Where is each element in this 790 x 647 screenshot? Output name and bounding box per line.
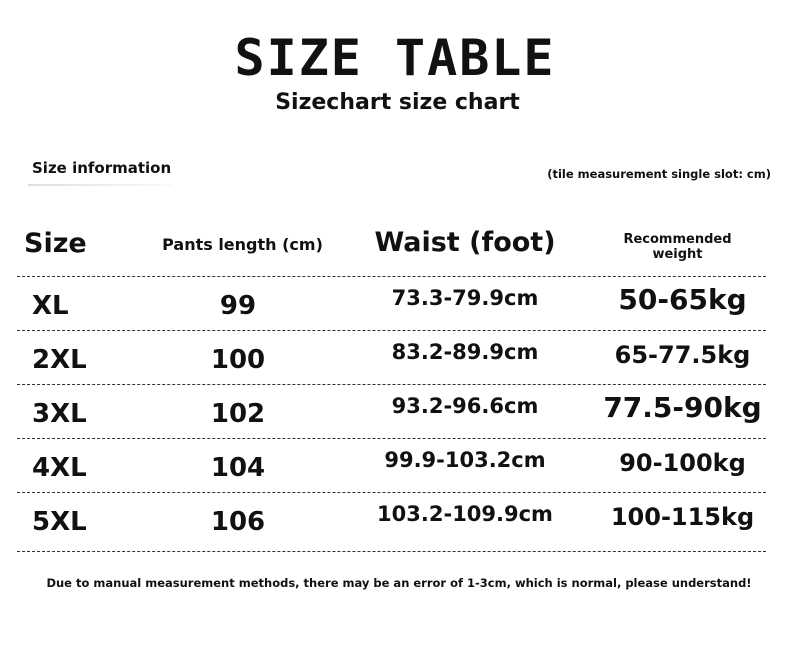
cell-size: 3XL [32,399,87,429]
cell-size: 5XL [32,507,87,537]
cell-size: XL [32,291,69,321]
page-subtitle: Sizechart size chart [275,90,520,115]
cell-size: 2XL [32,345,87,375]
cell-recommended-weight: 100-115kg [610,503,755,531]
cell-waist: 83.2-89.9cm [391,340,539,364]
table-divider [17,551,766,552]
cell-recommended-weight: 90-100kg [619,449,746,477]
cell-size: 4XL [32,453,87,483]
column-header-recommended-weight: Recommended weight [623,232,732,262]
cell-pants-length: 104 [210,453,266,483]
table-row [0,493,790,547]
column-header-size: Size [24,228,87,259]
cell-recommended-weight: 50-65kg [618,283,747,316]
cell-pants-length: 99 [219,291,257,321]
cell-waist: 93.2-96.6cm [391,394,539,418]
unit-note: (tile measurement single slot: cm) [547,167,771,181]
page-title: SIZE TABLE [234,29,556,87]
table-row [0,331,790,385]
table-row [0,277,790,331]
cell-waist: 73.3-79.9cm [391,286,539,310]
cell-recommended-weight: 65-77.5kg [614,341,751,369]
table-row [0,439,790,493]
table-row [0,385,790,439]
cell-pants-length: 106 [210,507,266,537]
measurement-disclaimer: Due to manual measurement methods, there may be an error of 1-3cm, which is normal, please understand! [46,576,752,590]
size-information-underline [28,184,173,186]
column-header-pants-length: Pants length (cm) [162,235,323,254]
size-information-label: Size information [32,159,172,177]
cell-pants-length: 100 [210,345,266,375]
cell-recommended-weight: 77.5-90kg [603,391,762,424]
column-header-waist: Waist (foot) [374,227,556,258]
cell-waist: 99.9-103.2cm [384,448,546,472]
cell-waist: 103.2-109.9cm [377,502,553,526]
cell-pants-length: 102 [210,399,266,429]
